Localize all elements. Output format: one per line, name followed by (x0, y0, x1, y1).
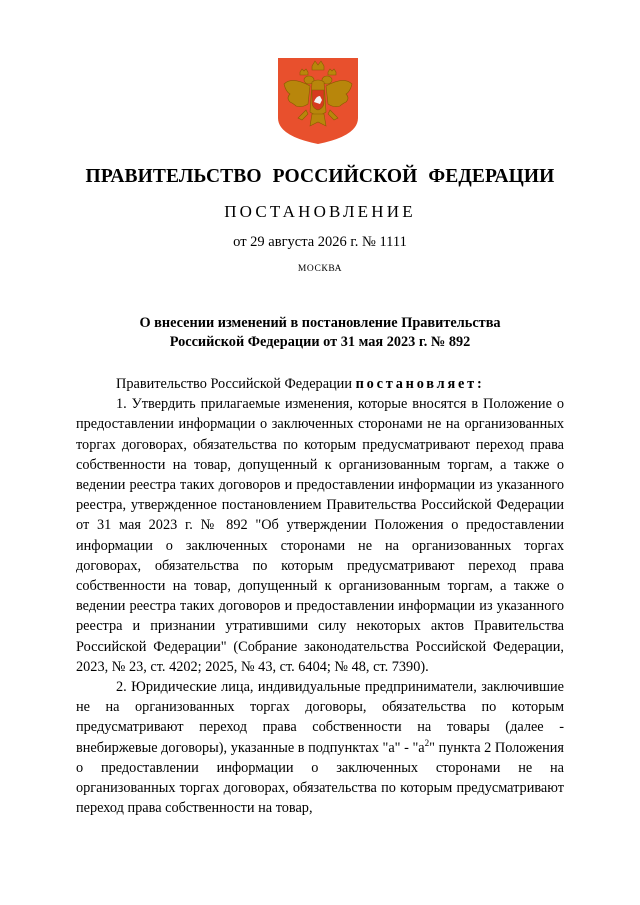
paragraph-2 (76, 677, 564, 818)
government-title: ПРАВИТЕЛЬСТВО РОССИЙСКОЙ ФЕДЕРАЦИИ (85, 166, 555, 187)
subject-line-2: Российской Федерации от 31 мая 2023 г. № 892 (169, 334, 471, 350)
intro-paragraph (76, 374, 564, 394)
document-subject (80, 314, 560, 352)
document-date-number: от 29 августа 2026 г. № 1111 (233, 234, 407, 250)
paragraph-1: 1. Утвердить прилагаемые изменения, которые вносятся в Положение о предоставлении информации о заключенных сторонами не на организованных торгах договорах, обязательства по которым предусматривают переход права собственности на товар, допущенный к организованным торгам, а также о ведении реестра таких договоров и предоставлении информации из указанного реестра, утвержденное постановлением Правительства Российской Федерации от 31 мая 2023 г. № 892 "Об утверждении Положения о предоставлении информации о заключенных сторонами не на организованных торгах договорах, обязательства по которым предусматривают переход права собственности на товар, допущенный к организованным торгам, а также о ведении реестра таких договоров и предоставлении информации из указанного реестра и признании утратившими силу некоторых актов Правительства Российской Федерации" (Собрание законодательства Российской Федерации, 2023, № 23, ст. 4202; 2025, № 43, ст. 6404; № 48, ст. 7390). (76, 396, 564, 675)
paragraph-2-superscript: 2 (424, 737, 430, 748)
document-type: ПОСТАНОВЛЕНИЕ (224, 202, 416, 221)
document-city: МОСКВА (297, 264, 343, 274)
russian-coat-of-arms-icon (276, 56, 360, 146)
paragraph-2-part-a: 2. Юридические лица, индивидуальные предприниматели, заключившие не на организованных торгах договоры, обязательства по которым предусматривают переход права собственности на товары (далее - внебиржевые договоры), указанные в подпунктах "а" - "а (76, 679, 564, 756)
document-body (76, 374, 564, 818)
paragraph-2-part-b: " пункта 2 Положения о предоставлении информации о заключенных сторонами не на организованных торгах договорах, обязательства по которым предусматривают переход права собственности на товар, (76, 739, 565, 817)
intro-lead: Правительство Российской Федерации (116, 376, 356, 392)
subject-line-1: О внесении изменений в постановление Правительства (139, 315, 501, 331)
resolves-word: постановляет: (355, 376, 485, 392)
